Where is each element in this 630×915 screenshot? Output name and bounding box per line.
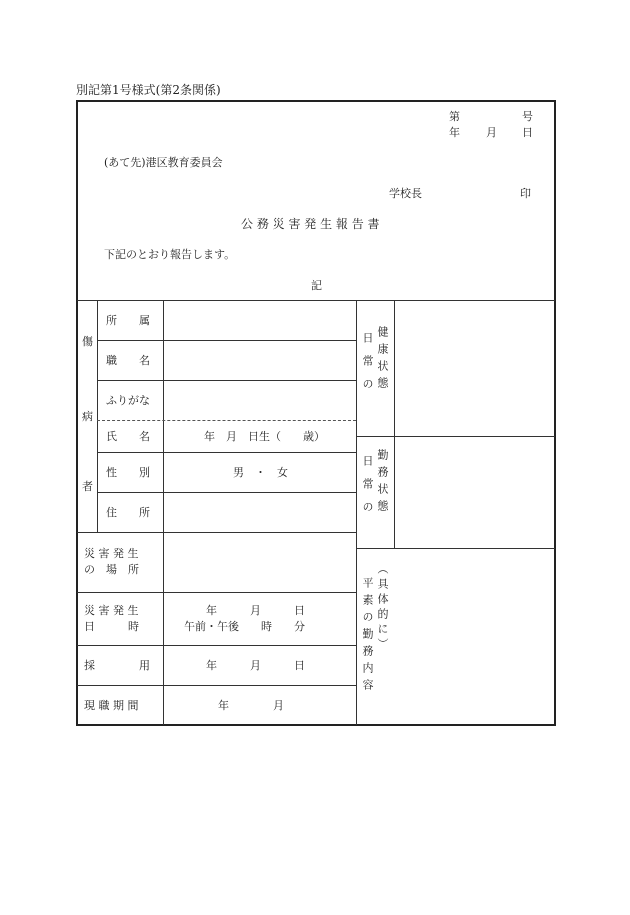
label-hire-date: 採 用 xyxy=(84,659,150,672)
hire-date-field: 年 月 日 xyxy=(206,659,305,672)
group-char-2: 病 xyxy=(82,410,93,423)
seal-mark: 印 xyxy=(520,187,531,200)
right-label-divider xyxy=(394,300,395,548)
number-prefix: 第 xyxy=(449,110,460,123)
row-line xyxy=(97,492,356,493)
label-specific: （具体的に） xyxy=(376,563,389,653)
date-day-label: 日 xyxy=(522,126,533,139)
label-affiliation: 所 属 xyxy=(106,314,150,327)
date-year-label: 年 xyxy=(449,126,460,139)
label-health-condition: 健康状態 xyxy=(376,326,389,394)
label-job-title: 職 名 xyxy=(106,354,150,367)
label-incident-datetime-2: 日 時 xyxy=(84,620,139,633)
label-sex: 性 別 xyxy=(106,466,150,479)
sex-options: 男 ・ 女 xyxy=(233,466,288,479)
label-work-condition: 勤務状態 xyxy=(376,449,389,517)
group-char-3: 者 xyxy=(82,480,93,493)
label-current-tenure: 現 職 期 間 xyxy=(84,699,139,712)
label-incident-datetime-1: 災 害 発 生 xyxy=(84,604,139,617)
row-line xyxy=(77,592,356,593)
label-name: 氏 名 xyxy=(106,430,150,443)
label-divider xyxy=(163,300,164,725)
row-line xyxy=(77,645,356,646)
label-address: 住 所 xyxy=(106,506,150,519)
label-incident-place-2: の 場 所 xyxy=(84,563,139,576)
addressee: (あて先)港区教育委員会 xyxy=(104,156,223,169)
form-number: 別記第1号様式(第2条関係) xyxy=(76,83,221,97)
label-work-daily: 日常の xyxy=(361,455,374,524)
row-line xyxy=(97,452,356,453)
row-line xyxy=(97,340,356,341)
number-suffix: 号 xyxy=(522,110,533,123)
incident-time-field: 午前・午後 時 分 xyxy=(184,620,305,633)
row-line xyxy=(356,548,555,549)
label-incident-place-1: 災 害 発 生 xyxy=(84,547,139,560)
label-health-daily: 日常の xyxy=(361,332,374,401)
furigana-dashed-line xyxy=(97,420,356,421)
document-title: 公 務 災 害 発 生 報 告 書 xyxy=(241,217,380,231)
label-furigana: ふりがな xyxy=(106,394,150,407)
row-line xyxy=(77,532,356,533)
row-line xyxy=(77,685,356,686)
label-usual-duties: 平素の勤務内容 xyxy=(361,577,374,696)
ki-label: 記 xyxy=(311,279,322,292)
report-form xyxy=(76,100,556,726)
group-char-1: 傷 xyxy=(82,335,93,348)
principal-label: 学校長 xyxy=(389,187,422,200)
middle-divider xyxy=(356,300,357,725)
birth-date-field: 年 月 日生（ 歳） xyxy=(204,430,325,443)
table-top-line xyxy=(77,300,555,301)
row-line xyxy=(356,436,555,437)
group-divider xyxy=(97,300,98,532)
intro-text: 下記のとおり報告します。 xyxy=(104,248,236,261)
row-line xyxy=(97,380,356,381)
date-month-label: 月 xyxy=(486,126,497,139)
current-tenure-field: 年 月 xyxy=(218,699,284,712)
incident-date-field: 年 月 日 xyxy=(206,604,305,617)
